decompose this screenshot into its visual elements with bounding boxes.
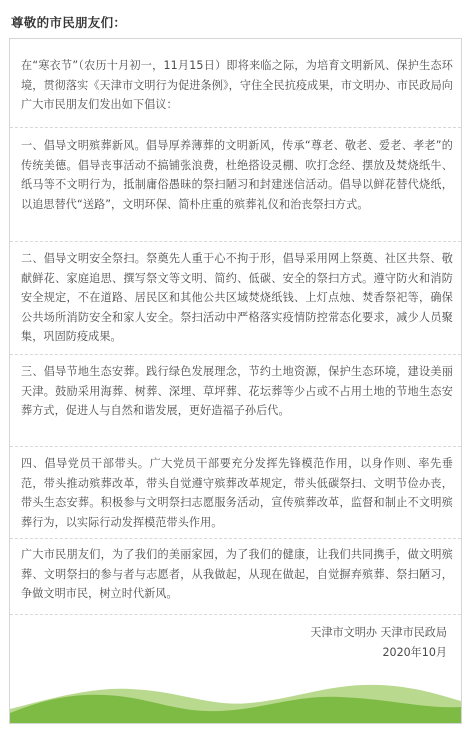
section-divider [10, 354, 461, 355]
proposal-card [9, 38, 462, 724]
proposal-item-2: 二、倡导文明安全祭扫。祭奠先人重于心不拘于形，倡导采用网上祭奠、社区共祭、敬献鲜花、家庭追思、撰写祭文等文明、简约、低碳、安全的祭扫方式。遵守防火和消防安全规定，不在道路、居民区和其他公共区域焚烧纸钱、上灯点烛、焚香祭祀等，确保公共场所消防安全和家人安全。祭扫活动中严格落实疫情防控常态化要求，减少人员聚集，巩固防疫成果。 [21, 252, 453, 344]
section-divider [10, 614, 461, 615]
section-divider [10, 241, 461, 242]
section-divider [10, 538, 461, 539]
proposal-item-3: 三、倡导节地生态安葬。践行绿色发展理念，节约土地资源，保护生态环境，建设美丽天津。鼓励采用海葬、树葬、深埋、草坪葬、花坛葬等少占或不占用土地的节地生态安葬方式，促进人与自然和谐发展，更好造福子孙后代。 [21, 365, 453, 418]
green-hills-decoration [10, 679, 461, 723]
closing-paragraph: 广大市民朋友们，为了我们的美丽家园，为了我们的健康，让我们共同携手，做文明殡葬、文明祭扫的参与者与志愿者，从我做起，从现在做起，自觉摒弃殡葬、祭扫陋习，争做文明市民，树立时代新风。 [21, 548, 453, 601]
proposal-item-4: 四、倡导党员干部带头。广大党员干部要充分发挥先锋模范作用，以身作则、率先垂范，带头推动殡葬改革，带头自觉遵守殡葬改革规定，带头低碳祭扫、文明节俭办丧，带头生态安葬。积极参与文明祭扫志愿服务活动，宣传殡葬改革，监督和制止不文明殡葬行为，以实际行动发挥模范带头作用。 [21, 457, 453, 529]
proposal-item-1: 一、倡导文明殡葬新风。倡导厚养薄葬的文明新风，传承“尊老、敬老、爱老、孝老”的传统美德。倡导丧事活动不搞铺张浪费，杜绝搭设灵棚、吹打念经、摆放及焚烧纸牛、纸马等不文明行为，抵制庸俗愚昧的祭扫陋习和封建迷信活动。倡导以鲜花替代烧纸，以追思替代“送路”，文明环保、简朴庄重的殡葬礼仪和治丧祭扫方式。 [21, 139, 453, 211]
section-divider [10, 446, 461, 447]
page-heading: 尊敬的市民朋友们： [11, 15, 127, 30]
intro-paragraph: 在“寒衣节”（农历十月初一，11月15日）即将来临之际，为培育文明新风、保护生态环境，贯彻落实《天津市文明行为促进条例》，守住全民抗疫成果，市文明办、市民政局向广大市民朋友们发出如下倡议： [21, 59, 453, 112]
signature-date: 2020年10月 [382, 646, 447, 659]
signature-issuers: 天津市文明办 天津市民政局 [310, 626, 447, 639]
section-divider [10, 127, 461, 128]
